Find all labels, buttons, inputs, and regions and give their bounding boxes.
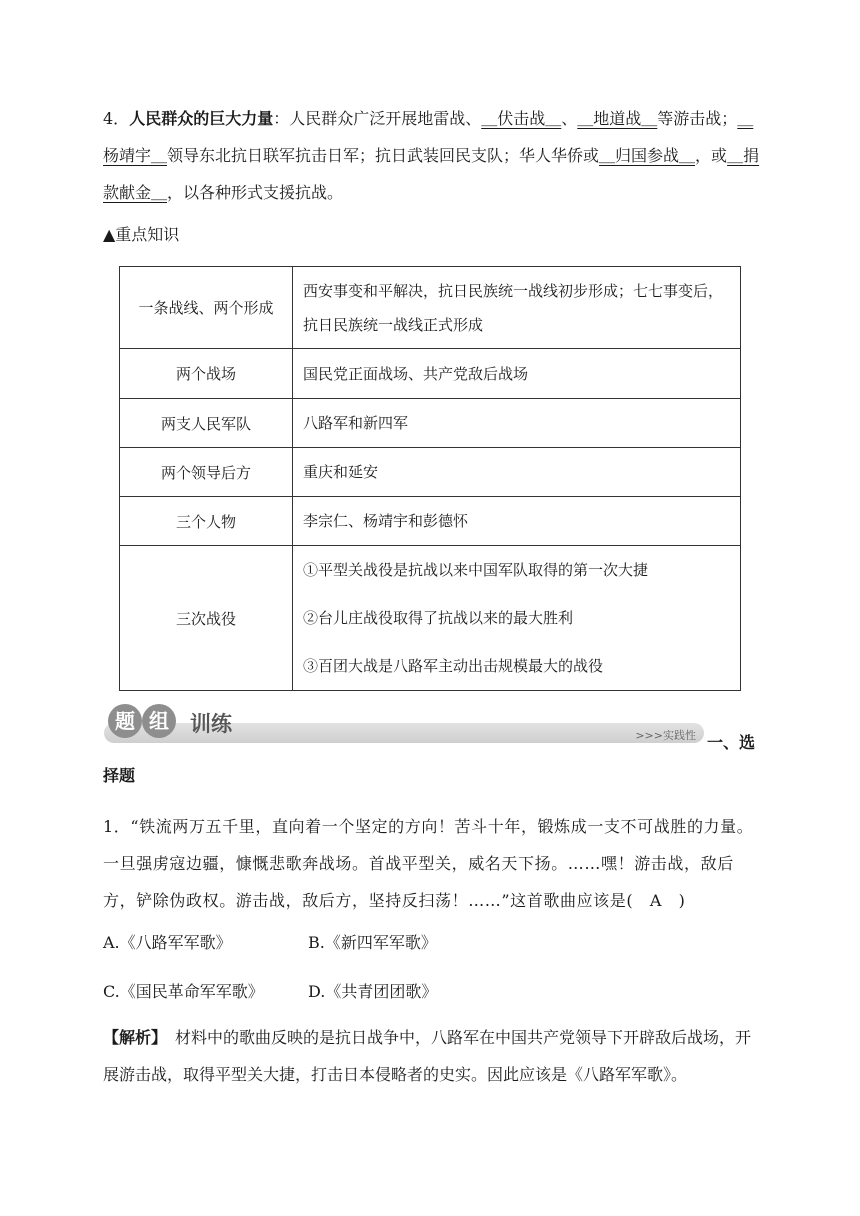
text-segment: 人民群众广泛开展地雷战、	[289, 109, 482, 128]
question-1-stem: 1．“铁流两万五千里，直向着一个坚定的方向！苦斗十年，锻炼成一支不可战胜的力量。一旦强虏寇边疆，慷慨悲歌奔战场。首战平型关，威名天下扬。……嘿！游击战，敌后方，铲除伪政权。游击战，敌后方，坚持反扫荡！……”这首歌曲应该是( A )	[103, 817, 754, 910]
table-value-cell	[293, 546, 741, 691]
table-value-line: 李宗仁、杨靖宇和彭德怀	[303, 512, 469, 530]
table-value-cell	[293, 399, 741, 448]
section-heading-end: 择题	[103, 766, 136, 785]
text-segment: 领导东北抗日联军抗击日军；抗日武装回民支队；华人华侨或	[167, 146, 600, 165]
answer-blank: ＿捐款献金＿	[103, 146, 760, 202]
analysis-text: 材料中的歌曲反映的是抗日战争中，八路军在中国共产党领导下开辟敌后战场，开展游击战，取得平型关大捷，打击日本侵略者的史实。因此应该是《八路军军歌》。	[103, 1028, 752, 1084]
table-key-cell: 一条战线、两个形成	[120, 267, 293, 349]
table-row	[120, 349, 741, 399]
answer-blank: ＿杨靖宇＿	[103, 109, 754, 165]
table-value-cell	[293, 267, 741, 349]
item-number: 4．	[103, 109, 130, 128]
banner-title: 训练	[190, 712, 232, 736]
table-key-cell: 两支人民军队	[120, 399, 293, 448]
answer-blank: ＿伏击战＿	[481, 109, 562, 128]
banner-circle-1: 题	[108, 704, 142, 738]
section-title-key-knowledge: ▲重点知识	[103, 225, 180, 244]
table-value-line: ③百团大战是八路军主动出击规模最大的战役	[303, 657, 604, 675]
answer-blank: ＿地道战＿	[577, 109, 658, 128]
table-row	[120, 399, 741, 448]
table-value-cell	[293, 349, 741, 399]
table-value-line: ①平型关战役是抗战以来中国军队取得的第一次大捷	[303, 561, 649, 579]
item-heading: 人民群众的巨大力量	[129, 109, 274, 128]
text-segment: 等游击战；	[657, 109, 738, 128]
table-row	[120, 448, 741, 497]
text-segment: 、	[561, 109, 578, 128]
option-a: A.《八路军军歌》	[103, 933, 232, 952]
exercise-banner	[104, 703, 704, 745]
text-segment: ，以各种形式支援抗战。	[167, 183, 344, 202]
colon: ：	[273, 109, 290, 128]
table-key-cell: 三个人物	[120, 497, 293, 546]
section-heading-start: 一、选	[707, 733, 756, 752]
table-key-cell: 两个领导后方	[120, 448, 293, 497]
table-value-line: 西安事变和平解决，抗日民族统一战线初步形成；七七事变后，抗日民族统一战线正式形成	[303, 281, 724, 334]
item-4-paragraph	[103, 100, 763, 211]
option-d: D.《共青团团歌》	[308, 982, 438, 1001]
table-value-cell	[293, 448, 741, 497]
analysis-paragraph	[103, 1019, 763, 1093]
banner-circle-2: 组	[142, 704, 176, 738]
key-knowledge-table	[119, 266, 741, 691]
table-value-cell	[293, 497, 741, 546]
text-segment: ，或	[695, 146, 728, 165]
table-value-line: 八路军和新四军	[303, 414, 409, 432]
option-b: B.《新四军军歌》	[308, 933, 437, 952]
option-c: C.《国民革命军军歌》	[103, 982, 264, 1001]
table-key-cell: 三次战役	[120, 546, 293, 691]
table-row	[120, 267, 741, 349]
table-row	[120, 497, 741, 546]
analysis-label: 【解析】	[103, 1028, 168, 1047]
table-row	[120, 546, 741, 691]
table-value-line: ②台儿庄战役取得了抗战以来的最大胜利	[303, 609, 574, 627]
table-value-line: 国民党正面战场、共产党敌后战场	[303, 364, 529, 383]
table-key-cell: 两个战场	[120, 349, 293, 399]
answer-blank: ＿归国参战＿	[599, 146, 696, 165]
banner-tag: >>>实践性	[635, 729, 696, 742]
table-value-line: 重庆和延安	[303, 463, 379, 481]
